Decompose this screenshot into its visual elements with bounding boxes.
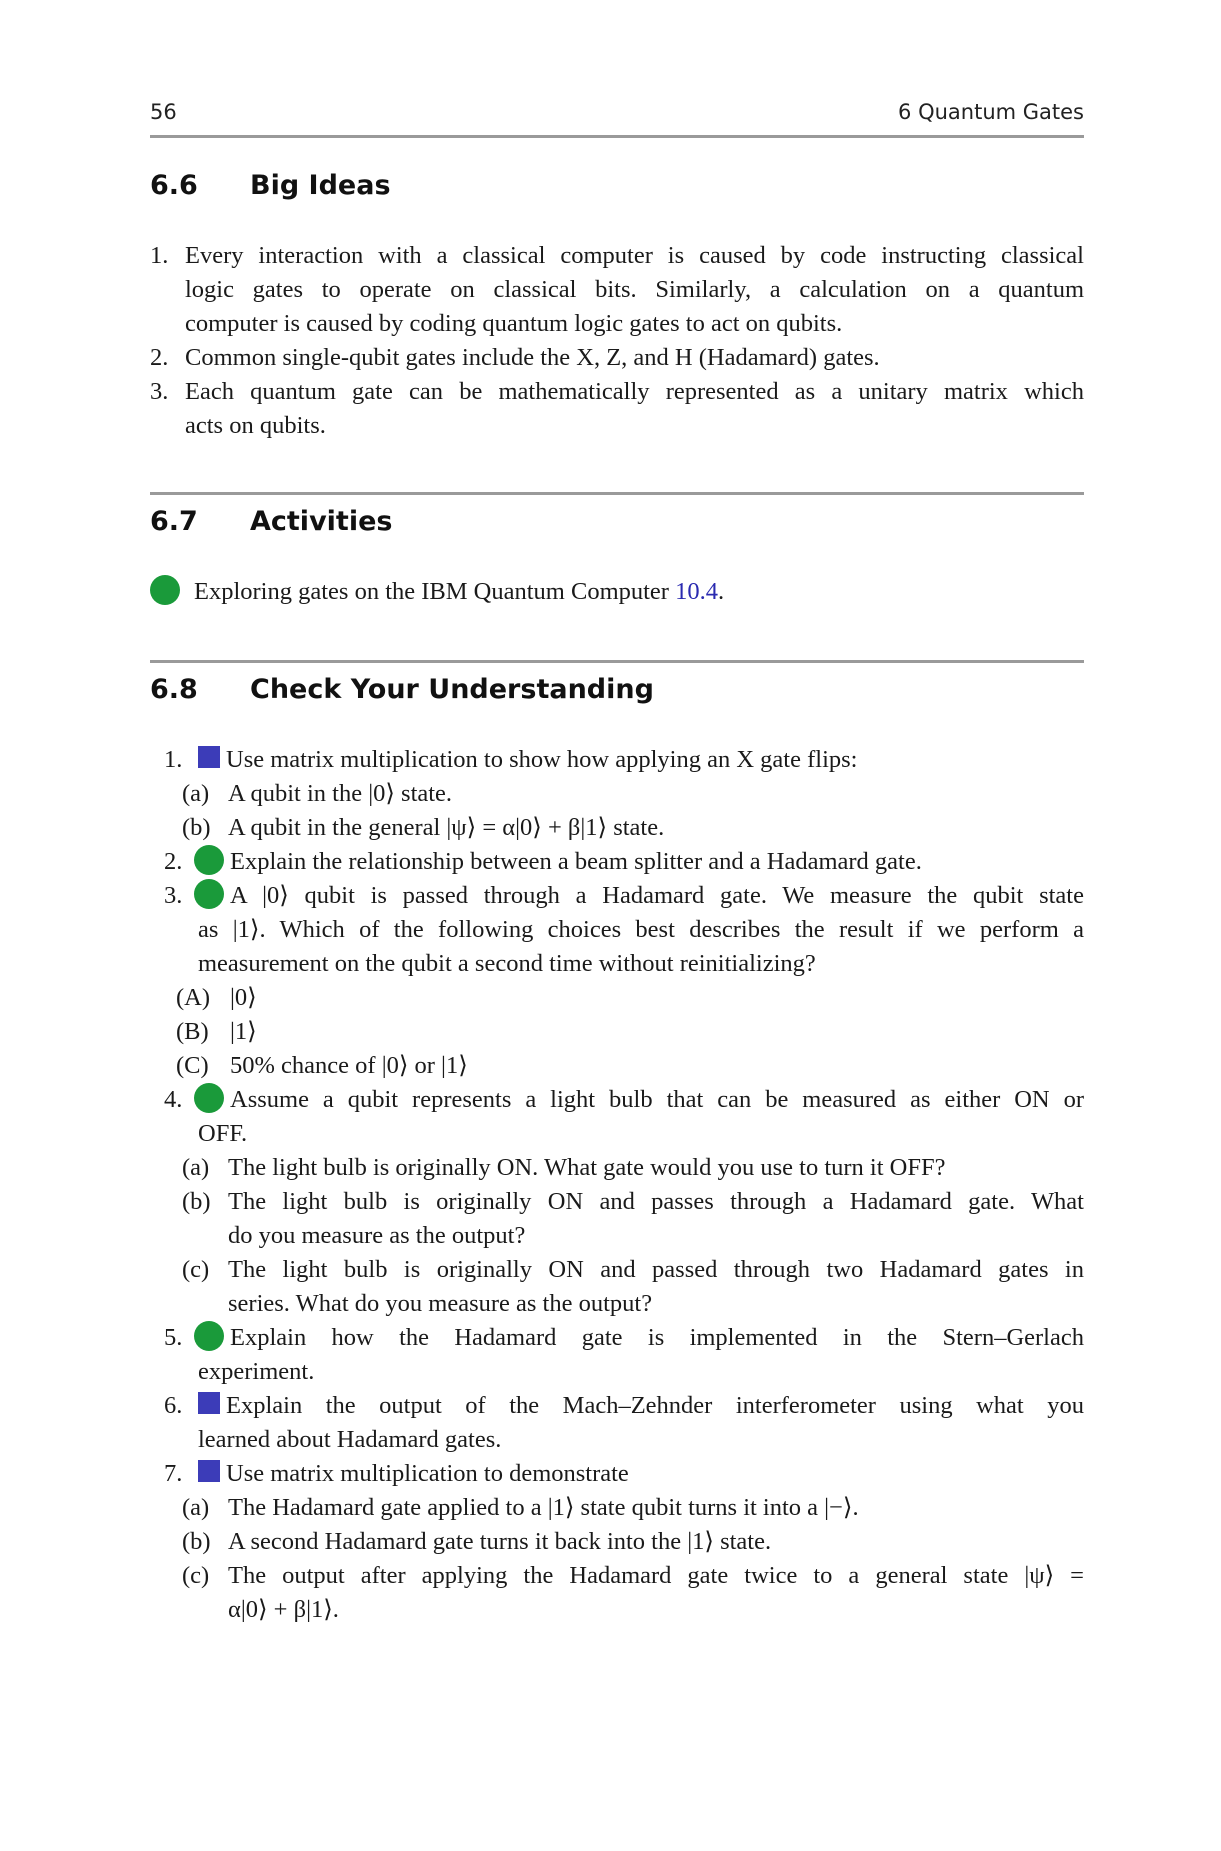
section-rule (150, 660, 1084, 663)
green-circle-icon (194, 879, 224, 909)
section-rule (150, 492, 1084, 495)
running-head (150, 96, 1084, 126)
list-item: 1. Every interaction with a classical computer is caused by code instructing classical (150, 242, 1084, 269)
list-item: 2. Common single-qubit gates include the X, Z, and H (Hadamard) gates. (150, 344, 880, 371)
exercise-item: 3. A |0⟩ qubit is passed through a Hadamard gate. We measure the qubit state (150, 879, 1084, 913)
section-number: 6.7 (150, 506, 198, 537)
exercise-subitem: (b) The light bulb is originally ON and passes through a Hadamard gate. What (182, 1188, 1084, 1215)
exercise-item: 1. Use matrix multiplication to show how applying an X gate flips: (164, 746, 858, 773)
section-title: Check Your Understanding (250, 674, 654, 705)
exercise-subitem: (b) A qubit in the general |ψ⟩ = α|0⟩ + β|1⟩ state. (182, 814, 665, 841)
exercise-subitem: (a) The light bulb is originally ON. What gate would you use to turn it OFF? (182, 1154, 946, 1181)
choice-item: (A) |0⟩ (176, 984, 257, 1011)
exercise-item: 5. Explain how the Hadamard gate is implemented in the Stern–Gerlach (150, 1321, 1084, 1355)
exercise-item: 4. Assume a qubit represents a light bulb that can be measured as either ON or (150, 1083, 1084, 1117)
exercise-subitem: (a) A qubit in the |0⟩ state. (182, 780, 453, 807)
chapter-title: 6 Quantum Gates (898, 100, 1084, 124)
list-item: 3. Each quantum gate can be mathematically represented as a unitary matrix which (150, 378, 1084, 405)
section-number: 6.6 (150, 170, 198, 201)
section-title: Big Ideas (250, 170, 391, 201)
exercise-subitem: (c) The light bulb is originally ON and passed through two Hadamard gates in (182, 1256, 1084, 1283)
header-rule (150, 135, 1084, 138)
big-ideas-list: 1. Every interaction with a classical computer is caused by code instructing classical logic gates to operate on classical bits. Similarly, a calculation on a quantum computer is caused by coding quantum logic gates to act on qubits. 2. Common single-qubit gates include the X, Z, and H (Hadamard) gates. 3. Each quantum gate can be mathematically represented as a unitary matrix which acts on qubits. (150, 239, 1084, 443)
page-number: 56 (150, 100, 177, 124)
choice-item: (B) |1⟩ (176, 1018, 257, 1045)
green-circle-icon (194, 1321, 224, 1351)
exercise-subitem: (c) The output after applying the Hadamard gate twice to a general state |ψ⟩ = (182, 1562, 1084, 1589)
exercise-item: 2. Explain the relationship between a beam splitter and a Hadamard gate. (150, 845, 1084, 879)
green-circle-icon (194, 1083, 224, 1113)
blue-square-icon (198, 746, 220, 768)
green-circle-icon (194, 845, 224, 875)
exercise-list: 1. Use matrix multiplication to show how applying an X gate flips: (a) A qubit in the |0⟩ state. (b) A qubit in the general |ψ⟩ = α|0⟩ + β|1⟩ state. 2. Explain the relationship between a beam splitter and a Hadamard gate. 3. A |0⟩ qubit is passed through a Hadamard gate. We measure the qubit state as |1⟩. Which of the following choices best describes the result if we perform a measurement on the qubit a second time without reinitializing? (A) |0⟩ (B) |1⟩ (C) 50% chance of |0⟩ or |1⟩ 4. Assume a qubit represents a light bulb that can be measured as either ON or OFF. (a) The light bulb is originally ON. What gate would you use to turn it OFF? (b) The light bulb is originally ON and passes through a Hadamard gate. What do you measure as the output? (c) The light bulb is originally ON and passed through two Hadamard gates in series. What do you measure as the output? 5. Explain how the Hadamard gate is implemented in the Stern–Gerlach experiment. 6. Explain the output of the Mach–Zehnder interferometer using what you learned about Hadamard gates. 7. Use matrix multiplication to demonstrate (a) The Hadamard gate applied to a |1⟩ state qubit turns it into a |−⟩. (b) A second Hadamard gate turns it back into the |1⟩ state. (c) The output after applying the Hadamard gate twice to a general state |ψ⟩ = α|0⟩ + β|1⟩. (150, 743, 1084, 1627)
choice-item: (C) 50% chance of |0⟩ or |1⟩ (176, 1052, 468, 1079)
exercise-item: 7. Use matrix multiplication to demonstrate (164, 1460, 629, 1487)
section-link[interactable]: 10.4 (675, 578, 718, 605)
section-title: Activities (250, 506, 393, 537)
exercise-subitem: (a) The Hadamard gate applied to a |1⟩ state qubit turns it into a |−⟩. (182, 1494, 859, 1521)
blue-square-icon (198, 1392, 220, 1414)
exercise-item: 6. Explain the output of the Mach–Zehnder interferometer using what you (164, 1392, 1084, 1419)
green-circle-icon (150, 575, 180, 605)
activities-list (150, 575, 1084, 609)
blue-square-icon (198, 1460, 220, 1482)
exercise-subitem: (b) A second Hadamard gate turns it back into the |1⟩ state. (182, 1528, 772, 1555)
section-number: 6.8 (150, 674, 198, 705)
activity-item: Exploring gates on the IBM Quantum Computer 10.4. (150, 575, 1084, 609)
